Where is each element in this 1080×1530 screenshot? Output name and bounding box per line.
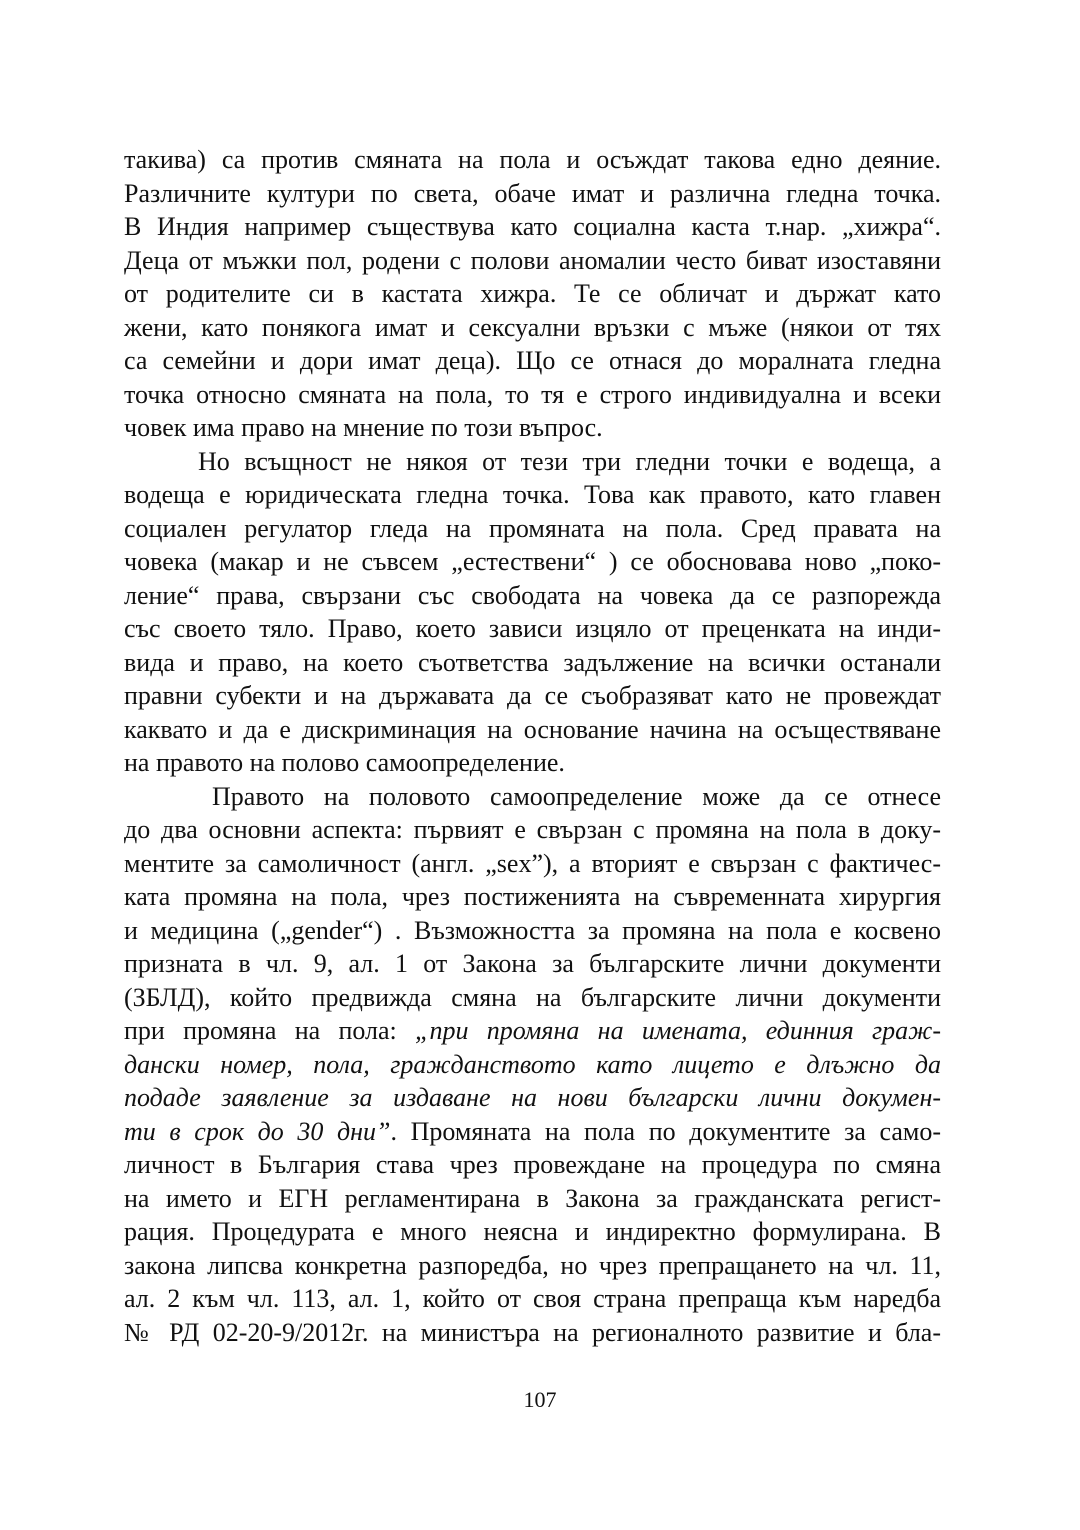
text-line: каквато и да е дискриминация на основание начина на осъществяване: [124, 714, 941, 744]
text-line: социален регулатор гледа на промяната на пола. Сред правата на: [124, 513, 941, 543]
text-line: ментите за самоличност (англ. „sex”), а вторият е свързан с фактичес-: [124, 848, 941, 878]
text-line: са семейни и дори имат деца). Що се отнася до моралната гледна: [124, 346, 941, 375]
legal-quote-line: дански номер, пола, гражданството като лицето е длъжно да: [124, 1049, 941, 1079]
text-line: до два основни аспекта: първият е свързан с промяна на пола в доку-: [124, 815, 941, 844]
text-line: на правото на полово самоопределение.: [124, 748, 565, 777]
text-line: ал. 2 към чл. 113, ал. 1, който от своя страна препраща към наредба: [124, 1284, 941, 1313]
text-line-with-quote: [124, 1014, 941, 1048]
text-line: Но всъщност не някоя от тези три гледни точки е водеща, а: [198, 446, 941, 476]
after-quote: . Промяната на пола по документите за само-: [390, 1116, 941, 1146]
text-line: ката промяна на пола, чрез постиженията на съвременната хирургия: [124, 882, 941, 911]
paragraph-2: [124, 445, 941, 780]
text-line: В Индия например съществува като социална каста т.нар. „хижра“.: [124, 212, 941, 241]
page-number: 107: [523, 1387, 557, 1412]
legal-quote: ти в срок до 30 дни”: [124, 1116, 391, 1146]
text-line: Деца от мъжки пол, родени с полови аномалии често биват изоставяни: [124, 245, 941, 275]
text-line: човека (макар и не съвсем „естествени“ ) се обосновава ново „поко-: [124, 547, 941, 576]
page-body: [124, 143, 941, 1349]
paragraph-1: [124, 143, 941, 445]
legal-quote-line: подаде заявление за издаване на нови български лични докумен-: [124, 1083, 941, 1112]
text-line: човек има право на мнение по този въпрос.: [124, 413, 603, 442]
text-line: (ЗБЛД), който предвижда смяна на българските лични документи: [124, 982, 941, 1012]
text-line: и медицина („gender“) . Възможността за промяна на пола е косвено: [124, 915, 941, 945]
text-line: вида и право, на което съответства задължение на всички останали: [124, 647, 941, 677]
text-line: личност в България става чрез провеждане на процедура по смяна: [124, 1150, 941, 1179]
text-line-with-quote: [124, 1115, 941, 1149]
text-line: жени, като понякога имат и сексуални връзки с мъже (някои от тях: [124, 312, 941, 342]
legal-quote: „при промяна на имената, единния граж-: [415, 1016, 941, 1045]
text-line: рация. Процедурата е много неясна и индиректно формулирана. В: [124, 1217, 941, 1246]
text-line: Правото на половото самоопределение може да се отнесе: [212, 781, 941, 811]
text-line: от родителите си в кастата хижра. Те се обличат и държат като: [124, 279, 941, 308]
text-line: ление“ права, свързани със свободата на човека да се разпорежда: [124, 580, 941, 610]
text-line: такива) са против смяната на пола и осъждат такова едно деяние.: [124, 145, 941, 174]
text-line: правни субекти и на държавата да се съобразяват като не провеждат: [124, 681, 941, 710]
text-line: закона липсва конкретна разпоредба, но чрез препращането на чл. 11,: [124, 1250, 941, 1280]
paragraph-3: [124, 780, 941, 1350]
text-line: № РД 02-20-9/2012г. на министъра на регионалното развитие и бла-: [124, 1317, 941, 1347]
text-line: призната в чл. 9, ал. 1 от Закона за българските лични документи: [124, 949, 941, 978]
text-line: със своето тяло. Право, което зависи изцяло от преценката на инди-: [124, 614, 941, 643]
text-line: водеща е юридическата гледна точка. Това как правото, като главен: [124, 480, 941, 509]
text-line: на името и ЕГН регламентирана в Закона за гражданската регист-: [124, 1183, 941, 1213]
text-line: Различните култури по света, обаче имат и различна гледна точка.: [124, 178, 941, 208]
quote-intro: при промяна на пола:: [124, 1016, 416, 1045]
text-line: точка относно смяната на пола, то тя е строго индивидуална и всеки: [124, 379, 941, 409]
